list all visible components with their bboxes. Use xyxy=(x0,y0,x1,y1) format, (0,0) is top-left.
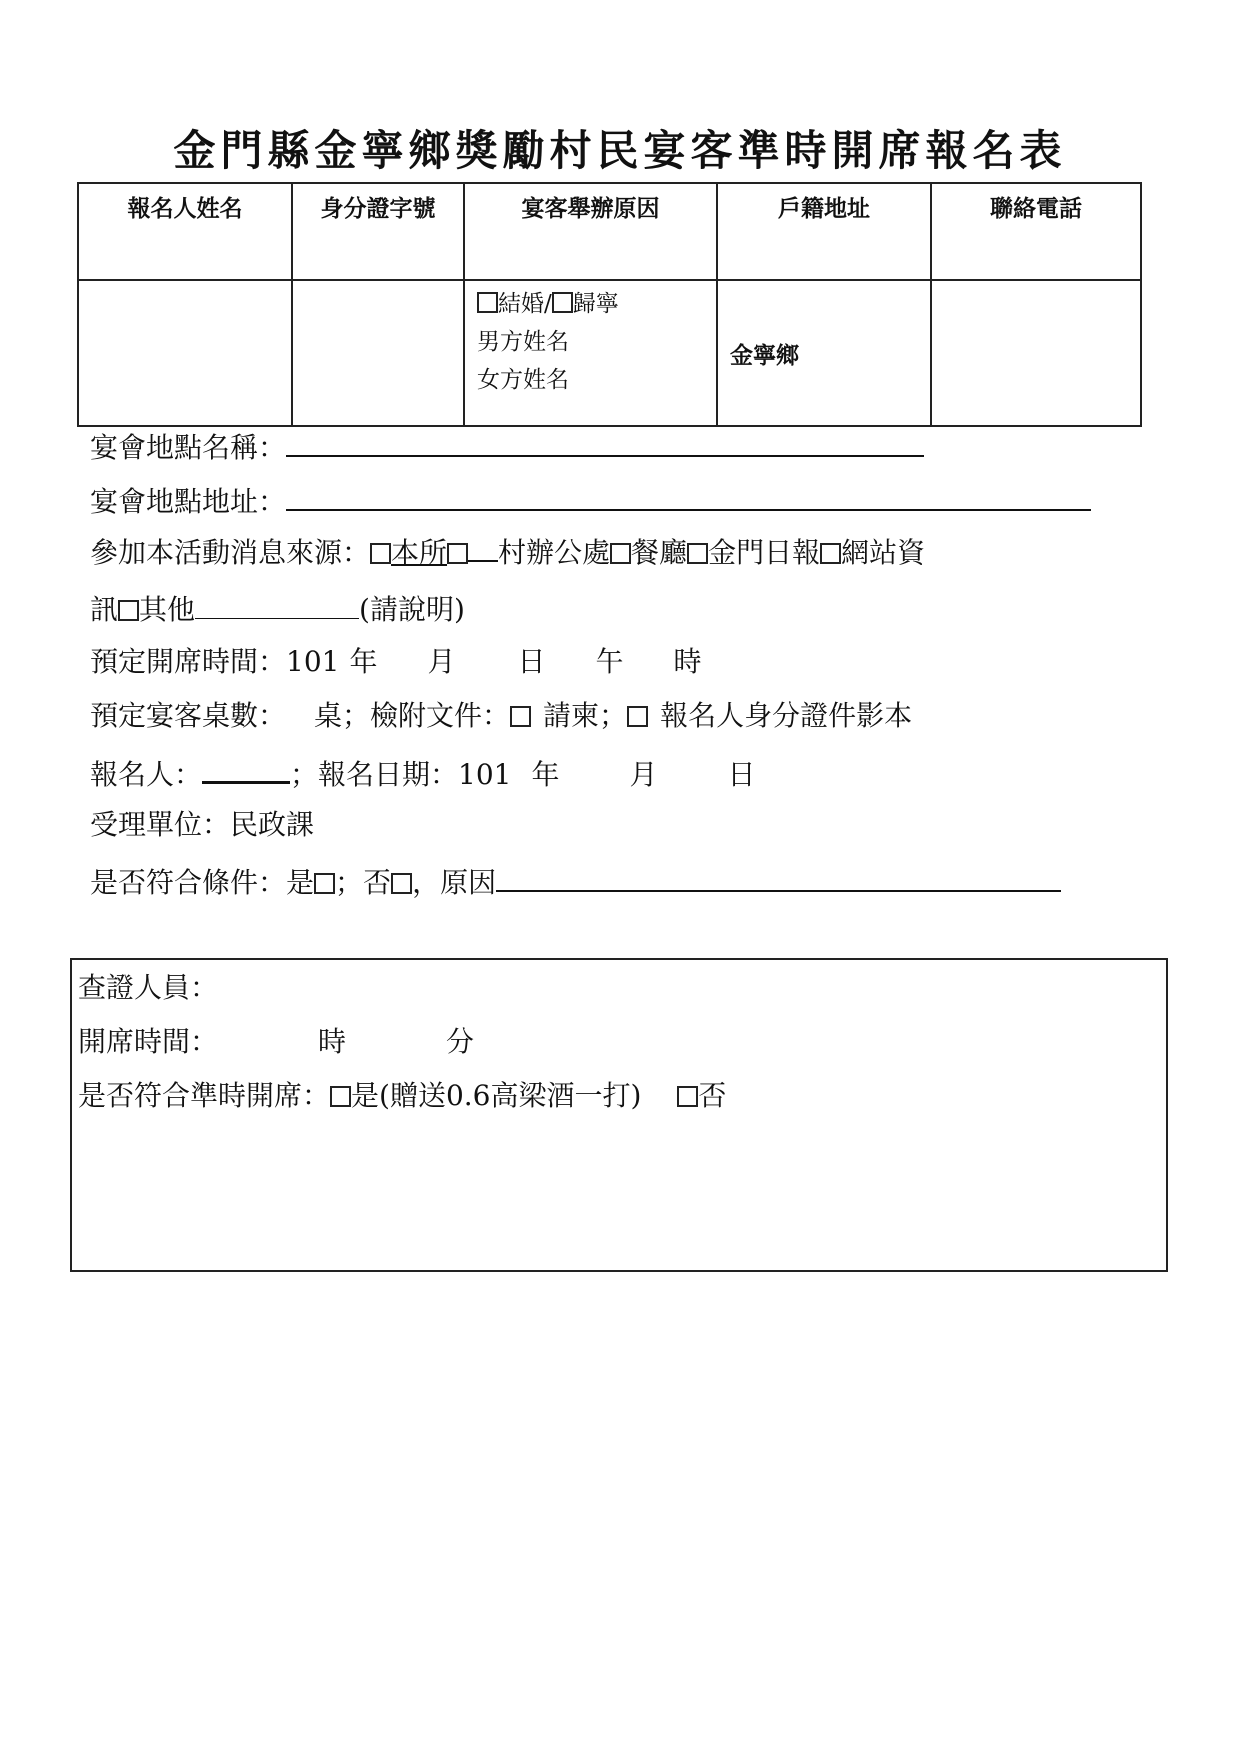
venue-name-label: 宴會地點名稱： xyxy=(90,431,287,464)
info-source-line xyxy=(90,536,925,570)
verification-box xyxy=(70,958,1168,1272)
eligible-no-checkbox[interactable] xyxy=(391,873,412,894)
eligibility-line xyxy=(90,862,1061,900)
eligible-yes-label: 是 xyxy=(286,866,315,899)
registration-table xyxy=(77,182,1142,427)
source-office-label: 本所 xyxy=(391,536,448,569)
header-banquet-reason: 宴客舉辦原因 xyxy=(464,183,717,280)
tables-attachments-line xyxy=(90,699,912,733)
eligible-reason-field[interactable] xyxy=(496,862,1061,892)
source-village-label: 村辦公處 xyxy=(498,536,611,569)
ontime-yes-checkbox[interactable] xyxy=(330,1086,351,1107)
gift-note: (贈送0.6高梁酒一打) xyxy=(379,1079,642,1112)
venue-name-line xyxy=(90,427,924,465)
opening-minute-unit: 分 xyxy=(446,1025,475,1058)
source-office-checkbox[interactable] xyxy=(370,543,391,564)
ontime-no-label: 否 xyxy=(698,1079,727,1112)
info-source-label: 參加本活動消息來源： xyxy=(90,536,371,569)
reason-separator: / xyxy=(544,291,552,317)
bride-name-label: 女方姓名 xyxy=(477,367,569,393)
scheduled-day-unit: 日 xyxy=(517,645,546,678)
header-id-number: 身分證字號 xyxy=(292,183,464,280)
tables-label: 預定宴客桌數： xyxy=(90,699,287,732)
source-village-blank[interactable] xyxy=(468,536,498,562)
opening-hour-unit: 時 xyxy=(318,1025,347,1058)
id-copy-checkbox[interactable] xyxy=(627,706,648,727)
source-newspaper-label: 金門日報 xyxy=(708,536,821,569)
source-website-label-cont: 訊 xyxy=(90,593,119,626)
source-other-checkbox[interactable] xyxy=(118,600,139,621)
eligible-yes-checkbox[interactable] xyxy=(314,873,335,894)
header-contact-phone: 聯絡電話 xyxy=(931,183,1141,280)
applicant-field[interactable] xyxy=(202,753,290,784)
opening-time-label: 開席時間： xyxy=(78,1025,219,1058)
eligible-no-label: 否 xyxy=(363,866,392,899)
source-village-checkbox[interactable] xyxy=(447,543,468,564)
ontime-line xyxy=(78,1074,726,1114)
handling-unit-line: 受理單位：民政課 xyxy=(90,808,315,841)
source-website-checkbox[interactable] xyxy=(820,543,841,564)
scheduled-time-line xyxy=(90,645,702,679)
source-restaurant-label: 餐廳 xyxy=(631,536,688,569)
source-other-field[interactable] xyxy=(195,590,359,619)
venue-address-field[interactable] xyxy=(286,481,1091,511)
homecoming-label: 歸寧 xyxy=(572,291,619,317)
applicant-label: 報名人： xyxy=(90,758,203,791)
source-website-label: 網站資 xyxy=(841,536,926,569)
banquet-reason-cell xyxy=(464,280,717,426)
ontime-label: 是否符合準時開席： xyxy=(78,1079,331,1112)
attachments-label: 檢附文件： xyxy=(370,699,511,732)
opening-time-line xyxy=(78,1020,474,1060)
tables-unit: 桌； xyxy=(314,699,371,732)
venue-address-line xyxy=(90,481,1091,519)
ontime-no-checkbox[interactable] xyxy=(677,1086,698,1107)
info-source-line-2 xyxy=(90,590,465,627)
household-address-cell: 金寧鄉 xyxy=(717,280,931,426)
scheduled-year-number: 101 xyxy=(286,645,340,678)
registration-day-unit: 日 xyxy=(727,758,756,791)
eligible-reason-label: ，原因 xyxy=(412,866,497,899)
registration-date-label: ；報名日期： xyxy=(290,758,459,791)
table-row xyxy=(78,280,1141,426)
reason-options xyxy=(477,285,716,323)
registration-year-number: 101 xyxy=(458,758,512,791)
ontime-yes-label: 是 xyxy=(351,1079,380,1112)
scheduled-year-unit: 年 xyxy=(349,645,378,678)
id-number-cell[interactable] xyxy=(292,280,464,426)
eligible-separator: ； xyxy=(335,866,364,899)
invitation-label: 請柬； xyxy=(543,699,628,732)
wedding-label: 結婚 xyxy=(498,291,544,317)
contact-phone-cell[interactable] xyxy=(931,280,1141,426)
source-other-note: (請說明) xyxy=(359,593,465,626)
id-copy-label: 報名人身分證件影本 xyxy=(660,699,913,732)
homecoming-checkbox[interactable] xyxy=(552,292,573,313)
applicant-date-line xyxy=(90,753,756,792)
invitation-checkbox[interactable] xyxy=(510,706,531,727)
scheduled-time-label: 預定開席時間： xyxy=(90,645,287,678)
header-applicant-name: 報名人姓名 xyxy=(78,183,292,280)
groom-name-label: 男方姓名 xyxy=(477,329,569,355)
eligibility-label: 是否符合條件： xyxy=(90,866,287,899)
scheduled-noon-unit: 午 xyxy=(595,645,624,678)
scheduled-month-unit: 月 xyxy=(427,645,456,678)
venue-name-field[interactable] xyxy=(286,427,924,457)
registration-year-unit: 年 xyxy=(531,758,560,791)
inspector-label: 查證人員： xyxy=(78,971,219,1004)
header-household-address: 戶籍地址 xyxy=(717,183,931,280)
scheduled-hour-unit: 時 xyxy=(673,645,702,678)
registration-month-unit: 月 xyxy=(629,758,658,791)
page-title: 金門縣金寧鄉獎勵村民宴客準時開席報名表 xyxy=(173,126,1067,175)
applicant-name-cell[interactable] xyxy=(78,280,292,426)
source-newspaper-checkbox[interactable] xyxy=(687,543,708,564)
venue-address-label: 宴會地點地址： xyxy=(90,485,287,518)
wedding-checkbox[interactable] xyxy=(477,292,498,313)
table-header-row xyxy=(78,183,1141,280)
source-restaurant-checkbox[interactable] xyxy=(610,543,631,564)
source-other-label: 其他 xyxy=(139,593,196,626)
